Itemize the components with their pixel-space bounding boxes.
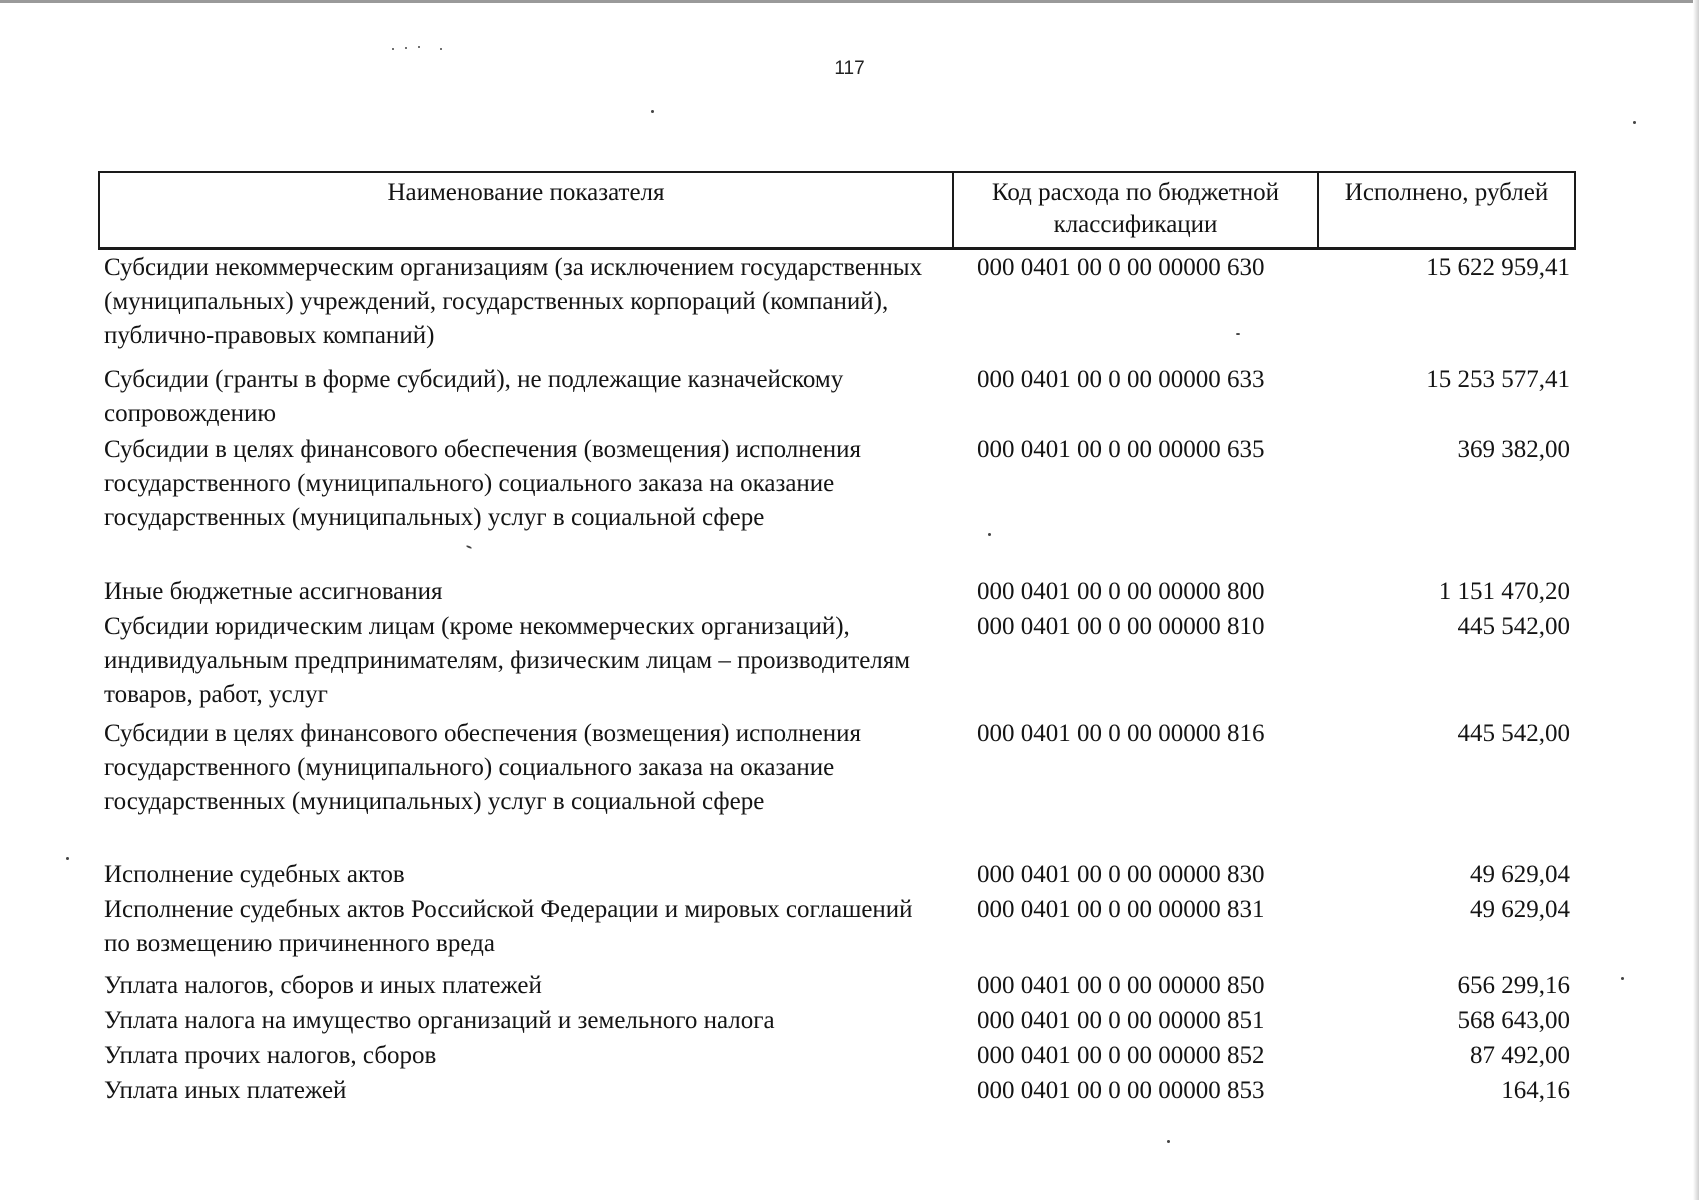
scan-speck <box>66 857 69 860</box>
row-amount: 49 629,04 <box>1470 861 1570 888</box>
row-code: 000 0401 00 0 00 00000 850 <box>977 972 1265 999</box>
row-name: Уплата налога на имущество организаций и земельного налога <box>104 1007 775 1034</box>
row-amount: 369 382,00 <box>1457 436 1570 463</box>
scan-speck <box>651 110 654 113</box>
scan-speck <box>1633 121 1636 124</box>
row-code: 000 0401 00 0 00 00000 830 <box>977 861 1265 888</box>
scan-speck <box>392 48 394 50</box>
row-amount: 49 629,04 <box>1470 896 1570 923</box>
row-name: Иные бюджетные ассигнования <box>104 578 443 605</box>
row-code: 000 0401 00 0 00 00000 853 <box>977 1077 1265 1104</box>
row-name: Уплата иных платежей <box>104 1077 347 1104</box>
column-header-name: Наименование показателя <box>100 173 954 247</box>
column-header-code: Код расхода по бюджетной классификации <box>954 173 1319 247</box>
row-name: Уплата налогов, сборов и иных платежей <box>104 972 542 999</box>
scan-top-edge <box>0 0 1699 3</box>
scan-speck <box>405 47 407 49</box>
scan-speck <box>1621 977 1624 980</box>
row-name: Субсидии в целях финансового обеспечения (возмещения) исполнения государственного (муниципального) социального заказа на оказание государственных (муниципальных) услуг в социальной сфере <box>104 720 861 815</box>
row-code: 000 0401 00 0 00 00000 851 <box>977 1007 1265 1034</box>
row-name: Субсидии (гранты в форме субсидий), не подлежащие казначейскому сопровождению <box>104 366 844 427</box>
row-amount: 656 299,16 <box>1457 972 1570 999</box>
row-name: Уплата прочих налогов, сборов <box>104 1042 437 1069</box>
scan-speck <box>466 545 472 549</box>
scan-speck <box>988 533 991 536</box>
scan-speck <box>418 46 420 48</box>
row-amount: 164,16 <box>1501 1077 1570 1104</box>
row-amount: 568 643,00 <box>1457 1007 1570 1034</box>
row-code: 000 0401 00 0 00 00000 831 <box>977 896 1265 923</box>
page-number: 117 <box>834 58 865 79</box>
row-code: 000 0401 00 0 00 00000 810 <box>977 613 1265 640</box>
scan-speck <box>440 48 442 50</box>
scan-right-edge <box>1693 0 1699 1200</box>
row-code: 000 0401 00 0 00 00000 635 <box>977 436 1265 463</box>
row-amount: 445 542,00 <box>1457 613 1570 640</box>
row-code: 000 0401 00 0 00 00000 816 <box>977 720 1265 747</box>
row-amount: 15 253 577,41 <box>1426 366 1570 393</box>
row-amount: 87 492,00 <box>1470 1042 1570 1069</box>
table-header <box>98 171 1576 250</box>
row-code: 000 0401 00 0 00 00000 852 <box>977 1042 1265 1069</box>
row-amount: 15 622 959,41 <box>1426 254 1570 281</box>
column-header-amount: Исполнено, рублей <box>1344 179 1549 206</box>
row-amount: 445 542,00 <box>1457 720 1570 747</box>
row-code: 000 0401 00 0 00 00000 633 <box>977 366 1265 393</box>
row-name: Исполнение судебных актов Российской Федерации и мировых соглашений по возмещению причиненного вреда <box>104 896 913 957</box>
row-code: 000 0401 00 0 00 00000 800 <box>977 578 1265 605</box>
row-amount: 1 151 470,20 <box>1438 578 1570 605</box>
row-name: Субсидии юридическим лицам (кроме некоммерческих организаций), индивидуальным предпринимателям, физическим лицам – производителям товаров, работ, услуг <box>104 613 911 708</box>
row-name: Исполнение судебных актов <box>104 861 405 888</box>
row-name: Субсидии некоммерческим организациям (за исключением государственных (муниципальных) учреждений, государственных корпораций (компаний), публично-правовых компаний) <box>104 254 923 349</box>
scan-speck <box>1167 1140 1170 1143</box>
row-name: Субсидии в целях финансового обеспечения (возмещения) исполнения государственного (муниципального) социального заказа на оказание государственных (муниципальных) услуг в социальной сфере <box>104 436 861 531</box>
scan-speck <box>1236 333 1240 335</box>
row-code: 000 0401 00 0 00 00000 630 <box>977 254 1265 281</box>
